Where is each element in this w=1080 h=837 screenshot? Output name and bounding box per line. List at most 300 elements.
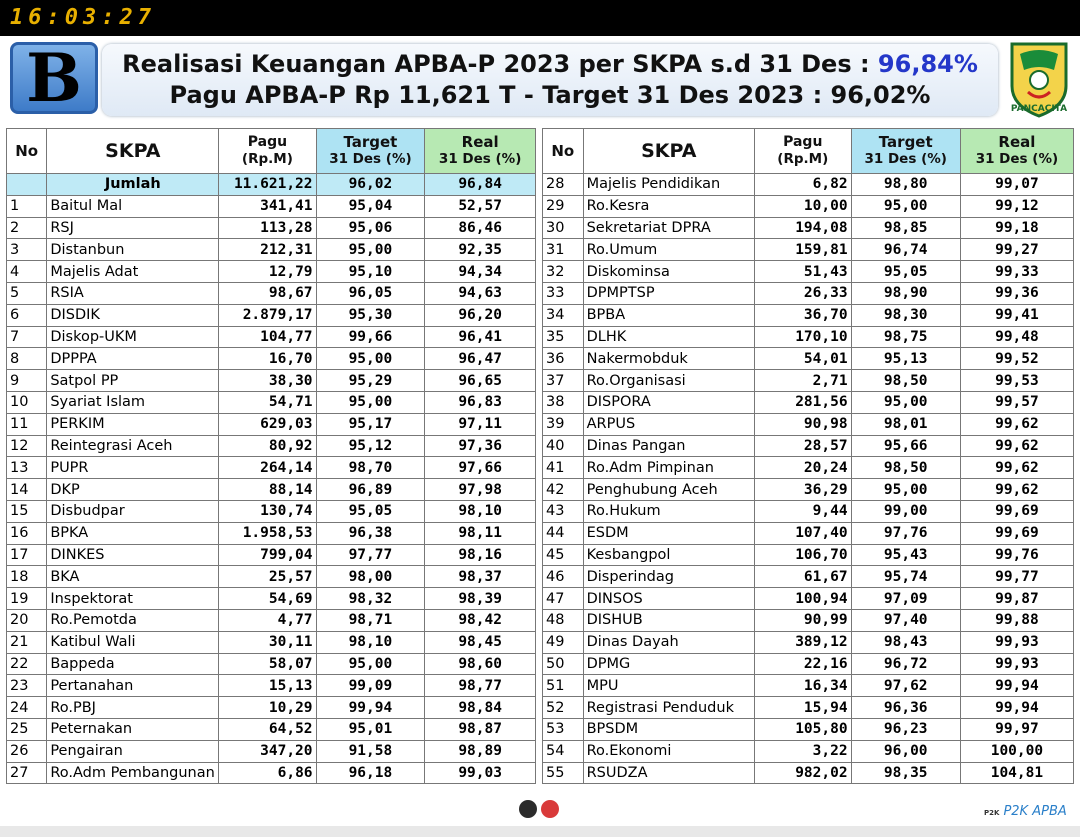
- row-skpa: Inspektorat: [47, 588, 219, 610]
- row-target: 99,09: [316, 675, 425, 697]
- row-skpa: DPMG: [583, 653, 754, 675]
- table-row: [543, 304, 1074, 326]
- row-pagu: 629,03: [219, 413, 316, 435]
- table-row: [7, 675, 536, 697]
- row-real: 98,84: [425, 697, 536, 719]
- row-pagu: 10,29: [219, 697, 316, 719]
- row-pagu: 58,07: [219, 653, 316, 675]
- row-skpa: DKP: [47, 479, 219, 501]
- row-real: 99,62: [960, 457, 1073, 479]
- row-pagu: 6,82: [754, 174, 851, 196]
- col-target-sub: 31 Des (%): [864, 151, 947, 167]
- row-pagu: 38,30: [219, 370, 316, 392]
- table-row: [543, 282, 1074, 304]
- title-line-1: [102, 50, 998, 78]
- row-real: 100,00: [960, 740, 1073, 762]
- table-row: [7, 500, 536, 522]
- row-no: 34: [543, 304, 584, 326]
- row-pagu: 159,81: [754, 239, 851, 261]
- col-no: No: [543, 129, 584, 174]
- row-no: 28: [543, 174, 584, 196]
- row-real: 99,53: [960, 370, 1073, 392]
- row-real: 99,27: [960, 239, 1073, 261]
- table-row: [543, 522, 1074, 544]
- row-real: 99,69: [960, 500, 1073, 522]
- row-real: 99,94: [960, 697, 1073, 719]
- row-pagu: 22,16: [754, 653, 851, 675]
- row-skpa: RSUDZA: [583, 762, 754, 784]
- table-row: [7, 762, 536, 784]
- row-target: 98,35: [851, 762, 960, 784]
- row-real: 94,34: [425, 261, 536, 283]
- row-real: 99,62: [960, 479, 1073, 501]
- row-skpa: Katibul Wali: [47, 631, 219, 653]
- col-pagu: [754, 129, 851, 174]
- row-no: 14: [7, 479, 47, 501]
- col-target: [316, 129, 425, 174]
- row-target: 96,36: [851, 697, 960, 719]
- row-no: 27: [7, 762, 47, 784]
- col-target-label: Target: [343, 133, 398, 151]
- row-pagu: 12,79: [219, 261, 316, 283]
- row-real: 97,36: [425, 435, 536, 457]
- row-skpa: Distanbun: [47, 239, 219, 261]
- footer-label: P2K APBA: [1003, 804, 1067, 819]
- row-skpa: Ro.PBJ: [47, 697, 219, 719]
- table-row: [7, 370, 536, 392]
- row-target: 91,58: [316, 740, 425, 762]
- row-real: 98,11: [425, 522, 536, 544]
- row-target: 98,43: [851, 631, 960, 653]
- row-skpa: BPBA: [583, 304, 754, 326]
- row-target: 98,70: [316, 457, 425, 479]
- row-no: 51: [543, 675, 584, 697]
- row-target: 95,00: [316, 391, 425, 413]
- table-row: [543, 697, 1074, 719]
- table-row: [543, 217, 1074, 239]
- row-target: 95,29: [316, 370, 425, 392]
- row-target: 95,00: [851, 195, 960, 217]
- table-row: [7, 609, 536, 631]
- row-skpa: Peternakan: [47, 718, 219, 740]
- row-real: 97,11: [425, 413, 536, 435]
- row-pagu: 80,92: [219, 435, 316, 457]
- table-row: [543, 435, 1074, 457]
- col-pagu-label: Pagu: [783, 134, 823, 150]
- row-no: 25: [7, 718, 47, 740]
- row-target: 97,62: [851, 675, 960, 697]
- row-target: 95,05: [851, 261, 960, 283]
- row-real: 99,76: [960, 544, 1073, 566]
- row-no: 43: [543, 500, 584, 522]
- col-real: [425, 129, 536, 174]
- table-row: [543, 348, 1074, 370]
- row-no: 2: [7, 217, 47, 239]
- col-no: No: [7, 129, 47, 174]
- row-skpa: Sekretariat DPRA: [583, 217, 754, 239]
- table-row: [543, 544, 1074, 566]
- row-skpa: Reintegrasi Aceh: [47, 435, 219, 457]
- row-pagu: 3,22: [754, 740, 851, 762]
- table-row: [543, 588, 1074, 610]
- row-real: 98,87: [425, 718, 536, 740]
- row-no: 46: [543, 566, 584, 588]
- row-pagu: 88,14: [219, 479, 316, 501]
- row-real: 86,46: [425, 217, 536, 239]
- row-target: 96,23: [851, 718, 960, 740]
- table-row: [543, 261, 1074, 283]
- row-skpa: Diskop-UKM: [47, 326, 219, 348]
- row-skpa: Dinas Pangan: [583, 435, 754, 457]
- col-real-label: Real: [461, 133, 499, 151]
- row-real: 99,57: [960, 391, 1073, 413]
- table-row: [543, 675, 1074, 697]
- row-no: 23: [7, 675, 47, 697]
- row-skpa: Dinas Dayah: [583, 631, 754, 653]
- table-row: [543, 413, 1074, 435]
- table-row: [543, 326, 1074, 348]
- table-row: [7, 304, 536, 326]
- row-target: 99,00: [851, 500, 960, 522]
- total-pagu: 11.621,22: [219, 174, 316, 196]
- row-no: 10: [7, 391, 47, 413]
- row-real: 96,20: [425, 304, 536, 326]
- row-no: 40: [543, 435, 584, 457]
- row-real: 99,87: [960, 588, 1073, 610]
- row-pagu: 54,01: [754, 348, 851, 370]
- row-no: 41: [543, 457, 584, 479]
- row-target: 99,94: [316, 697, 425, 719]
- row-target: 98,75: [851, 326, 960, 348]
- table-row: [7, 391, 536, 413]
- row-real: 99,03: [425, 762, 536, 784]
- row-no: 7: [7, 326, 47, 348]
- row-pagu: 28,57: [754, 435, 851, 457]
- row-target: 98,80: [851, 174, 960, 196]
- row-pagu: 16,34: [754, 675, 851, 697]
- row-target: 99,66: [316, 326, 425, 348]
- row-no: 12: [7, 435, 47, 457]
- row-real: 98,16: [425, 544, 536, 566]
- row-skpa: MPU: [583, 675, 754, 697]
- row-skpa: ESDM: [583, 522, 754, 544]
- row-target: 95,43: [851, 544, 960, 566]
- row-no: 37: [543, 370, 584, 392]
- row-skpa: DINSOS: [583, 588, 754, 610]
- row-pagu: 389,12: [754, 631, 851, 653]
- row-target: 98,50: [851, 370, 960, 392]
- row-pagu: 4,77: [219, 609, 316, 631]
- row-skpa: Ro.Organisasi: [583, 370, 754, 392]
- row-target: 96,00: [851, 740, 960, 762]
- row-no: 31: [543, 239, 584, 261]
- row-skpa: RSIA: [47, 282, 219, 304]
- row-no: 6: [7, 304, 47, 326]
- row-pagu: 105,80: [754, 718, 851, 740]
- header: [6, 40, 1074, 120]
- table-row: [543, 500, 1074, 522]
- row-skpa: DPMPTSP: [583, 282, 754, 304]
- row-pagu: 98,67: [219, 282, 316, 304]
- row-no: 17: [7, 544, 47, 566]
- row-target: 96,74: [851, 239, 960, 261]
- row-skpa: Satpol PP: [47, 370, 219, 392]
- row-target: 98,01: [851, 413, 960, 435]
- row-no: 13: [7, 457, 47, 479]
- row-no: 45: [543, 544, 584, 566]
- top-status-bar: [0, 0, 1080, 36]
- row-pagu: 64,52: [219, 718, 316, 740]
- row-target: 95,04: [316, 195, 425, 217]
- table-row: [543, 566, 1074, 588]
- row-pagu: 9,44: [754, 500, 851, 522]
- row-pagu: 104,77: [219, 326, 316, 348]
- title-box: [102, 44, 998, 116]
- row-no: 22: [7, 653, 47, 675]
- row-pagu: 107,40: [754, 522, 851, 544]
- row-real: 98,89: [425, 740, 536, 762]
- row-target: 97,77: [316, 544, 425, 566]
- title-line-2: Pagu APBA-P Rp 11,621 T - Target 31 Des 2023 : 96,02%: [169, 81, 931, 109]
- row-target: 95,05: [316, 500, 425, 522]
- table-row: [7, 566, 536, 588]
- row-no: 35: [543, 326, 584, 348]
- row-target: 98,32: [316, 588, 425, 610]
- row-pagu: 15,13: [219, 675, 316, 697]
- row-skpa: DPPPA: [47, 348, 219, 370]
- footer-brand: [984, 804, 1067, 819]
- row-skpa: BPKA: [47, 522, 219, 544]
- row-real: 92,35: [425, 239, 536, 261]
- row-pagu: 51,43: [754, 261, 851, 283]
- realisasi-percent: 96,84%: [877, 50, 978, 78]
- row-no: 50: [543, 653, 584, 675]
- row-target: 95,13: [851, 348, 960, 370]
- row-pagu: 341,41: [219, 195, 316, 217]
- row-real: 98,37: [425, 566, 536, 588]
- row-real: 99,07: [960, 174, 1073, 196]
- row-real: 94,63: [425, 282, 536, 304]
- col-real-sub: 31 Des (%): [438, 151, 522, 167]
- table-row: [7, 697, 536, 719]
- row-skpa: BPSDM: [583, 718, 754, 740]
- row-real: 99,33: [960, 261, 1073, 283]
- row-pagu: 212,31: [219, 239, 316, 261]
- row-skpa: Pertanahan: [47, 675, 219, 697]
- table-row: [7, 479, 536, 501]
- row-real: 99,12: [960, 195, 1073, 217]
- row-real: 52,57: [425, 195, 536, 217]
- col-target-label: Target: [878, 133, 933, 151]
- table-row: [543, 174, 1074, 196]
- row-skpa: Ro.Adm Pembangunan: [47, 762, 219, 784]
- row-skpa: Ro.Kesra: [583, 195, 754, 217]
- total-real: 96,84: [425, 174, 536, 196]
- row-skpa: PUPR: [47, 457, 219, 479]
- row-no: 11: [7, 413, 47, 435]
- row-target: 98,90: [851, 282, 960, 304]
- row-target: 97,76: [851, 522, 960, 544]
- row-no: 29: [543, 195, 584, 217]
- row-no: 5: [7, 282, 47, 304]
- row-skpa: Ro.Umum: [583, 239, 754, 261]
- pager-dot-2[interactable]: [541, 800, 559, 818]
- row-target: 95,30: [316, 304, 425, 326]
- row-no: 4: [7, 261, 47, 283]
- row-no: 54: [543, 740, 584, 762]
- row-pagu: 54,69: [219, 588, 316, 610]
- col-target-sub: 31 Des (%): [329, 151, 412, 167]
- row-no: 26: [7, 740, 47, 762]
- row-real: 99,62: [960, 413, 1073, 435]
- row-target: 96,38: [316, 522, 425, 544]
- row-skpa: Majelis Pendidikan: [583, 174, 754, 196]
- table-row: [543, 195, 1074, 217]
- row-skpa: BKA: [47, 566, 219, 588]
- total-target: 96,02: [316, 174, 425, 196]
- row-pagu: 113,28: [219, 217, 316, 239]
- row-no: 55: [543, 762, 584, 784]
- row-skpa: ARPUS: [583, 413, 754, 435]
- row-real: 98,60: [425, 653, 536, 675]
- right-table: [542, 128, 1074, 784]
- row-skpa: DISPORA: [583, 391, 754, 413]
- row-real: 96,65: [425, 370, 536, 392]
- table-row: [543, 718, 1074, 740]
- row-no: 16: [7, 522, 47, 544]
- row-no: 53: [543, 718, 584, 740]
- table-row: [7, 588, 536, 610]
- table-row: [543, 762, 1074, 784]
- pager-dot-1[interactable]: [519, 800, 537, 818]
- row-real: 99,36: [960, 282, 1073, 304]
- row-real: 99,41: [960, 304, 1073, 326]
- row-no: 3: [7, 239, 47, 261]
- row-target: 95,10: [316, 261, 425, 283]
- row-skpa: Ro.Adm Pimpinan: [583, 457, 754, 479]
- row-target: 95,01: [316, 718, 425, 740]
- row-real: 99,94: [960, 675, 1073, 697]
- table-row: [7, 435, 536, 457]
- table-row: [7, 522, 536, 544]
- row-no: 18: [7, 566, 47, 588]
- col-skpa: SKPA: [47, 129, 219, 174]
- row-real: 99,97: [960, 718, 1073, 740]
- row-skpa: RSJ: [47, 217, 219, 239]
- row-target: 97,09: [851, 588, 960, 610]
- title-line-1-text: Realisasi Keuangan APBA-P 2023 per SKPA s.d 31 Des :: [122, 50, 878, 78]
- row-no: 32: [543, 261, 584, 283]
- table-row: [543, 391, 1074, 413]
- pager-dots: [519, 800, 563, 822]
- row-no: 42: [543, 479, 584, 501]
- row-pagu: 130,74: [219, 500, 316, 522]
- row-pagu: 100,94: [754, 588, 851, 610]
- row-real: 98,45: [425, 631, 536, 653]
- row-target: 98,71: [316, 609, 425, 631]
- row-target: 95,17: [316, 413, 425, 435]
- table-row: [7, 326, 536, 348]
- row-skpa: DINKES: [47, 544, 219, 566]
- row-target: 98,10: [316, 631, 425, 653]
- row-no: 8: [7, 348, 47, 370]
- table-row: [7, 457, 536, 479]
- table-row: [543, 740, 1074, 762]
- row-no: 30: [543, 217, 584, 239]
- row-skpa: Ro.Ekonomi: [583, 740, 754, 762]
- row-pagu: 15,94: [754, 697, 851, 719]
- row-target: 95,06: [316, 217, 425, 239]
- row-skpa: Kesbangpol: [583, 544, 754, 566]
- total-label: Jumlah: [47, 174, 219, 196]
- row-no: 1: [7, 195, 47, 217]
- table-row: [7, 740, 536, 762]
- row-pagu: 36,29: [754, 479, 851, 501]
- table-row: [7, 413, 536, 435]
- row-real: 98,77: [425, 675, 536, 697]
- row-pagu: 106,70: [754, 544, 851, 566]
- row-no: 44: [543, 522, 584, 544]
- row-skpa: Disbudpar: [47, 500, 219, 522]
- row-skpa: Pengairan: [47, 740, 219, 762]
- left-table: [6, 128, 536, 784]
- row-real: 104,81: [960, 762, 1073, 784]
- col-pagu-sub: (Rp.M): [241, 151, 293, 167]
- row-real: 99,48: [960, 326, 1073, 348]
- table-row: [543, 479, 1074, 501]
- table-row: [7, 718, 536, 740]
- row-skpa: Syariat Islam: [47, 391, 219, 413]
- row-pagu: 281,56: [754, 391, 851, 413]
- row-real: 99,93: [960, 631, 1073, 653]
- total-no: [7, 174, 47, 196]
- row-no: 39: [543, 413, 584, 435]
- row-pagu: 347,20: [219, 740, 316, 762]
- row-skpa: DISHUB: [583, 609, 754, 631]
- row-no: 20: [7, 609, 47, 631]
- row-pagu: 982,02: [754, 762, 851, 784]
- row-skpa: Registrasi Penduduk: [583, 697, 754, 719]
- row-skpa: DISDIK: [47, 304, 219, 326]
- row-real: 99,18: [960, 217, 1073, 239]
- table-row: [7, 544, 536, 566]
- row-real: 99,88: [960, 609, 1073, 631]
- crest-label: PANCACITA: [1010, 104, 1068, 114]
- row-skpa: Ro.Pemotda: [47, 609, 219, 631]
- row-target: 95,74: [851, 566, 960, 588]
- row-target: 98,30: [851, 304, 960, 326]
- row-no: 52: [543, 697, 584, 719]
- table-row: [7, 239, 536, 261]
- row-no: 49: [543, 631, 584, 653]
- col-skpa: SKPA: [583, 129, 754, 174]
- col-pagu-label: Pagu: [247, 134, 288, 150]
- row-pagu: 170,10: [754, 326, 851, 348]
- row-target: 96,05: [316, 282, 425, 304]
- table-row: [7, 282, 536, 304]
- row-target: 96,18: [316, 762, 425, 784]
- row-real: 96,47: [425, 348, 536, 370]
- row-pagu: 36,70: [754, 304, 851, 326]
- row-target: 95,00: [316, 239, 425, 261]
- row-pagu: 54,71: [219, 391, 316, 413]
- footer-mini-logo: P2K: [984, 809, 1000, 817]
- row-pagu: 90,99: [754, 609, 851, 631]
- row-skpa: Ro.Hukum: [583, 500, 754, 522]
- row-real: 96,41: [425, 326, 536, 348]
- row-target: 98,50: [851, 457, 960, 479]
- row-no: 48: [543, 609, 584, 631]
